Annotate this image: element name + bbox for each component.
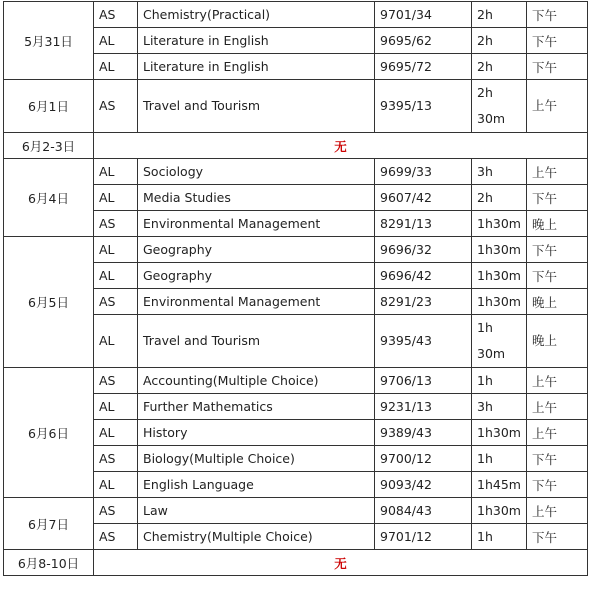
code-cell: 9701/12	[375, 524, 472, 550]
duration-cell	[472, 28, 527, 54]
exam-row	[4, 368, 588, 394]
subject-cell: Travel and Tourism	[138, 315, 375, 368]
session-cell: 下午	[527, 446, 588, 472]
duration-text: 2h	[477, 7, 493, 22]
code-cell: 9093/42	[375, 472, 472, 498]
date-row-empty	[4, 550, 588, 576]
duration-text: 2h	[477, 59, 493, 74]
subject-cell: Law	[138, 498, 375, 524]
duration-text: 1h30m	[477, 216, 521, 231]
duration-text: 3h	[477, 399, 493, 414]
subject-cell: Environmental Management	[138, 289, 375, 315]
code-cell: 9696/32	[375, 237, 472, 263]
duration-text: 1h30m	[477, 242, 521, 257]
exam-row	[4, 2, 588, 28]
duration-cell	[472, 54, 527, 80]
duration-cell	[472, 524, 527, 550]
level-cell: AS	[94, 289, 138, 315]
duration-text: 1h30m	[477, 425, 521, 440]
code-cell: 9395/13	[375, 80, 472, 133]
session-cell: 上午	[527, 368, 588, 394]
duration-text: 3h	[477, 164, 493, 179]
subject-cell: Literature in English	[138, 54, 375, 80]
level-cell: AS	[94, 498, 138, 524]
level-cell: AL	[94, 185, 138, 211]
session-cell: 晚上	[527, 211, 588, 237]
level-cell: AS	[94, 446, 138, 472]
session-cell: 上午	[527, 420, 588, 446]
schedule-body	[4, 2, 588, 576]
session-cell: 下午	[527, 237, 588, 263]
duration-cell	[472, 394, 527, 420]
duration-text: 1h30m	[477, 294, 521, 309]
subject-cell: Literature in English	[138, 28, 375, 54]
duration-cell	[472, 472, 527, 498]
duration-text: 2h	[477, 190, 493, 205]
duration-text: 1h	[477, 529, 493, 544]
duration-cell	[472, 289, 527, 315]
level-cell: AL	[94, 394, 138, 420]
date-cell: 6月5日	[4, 237, 94, 368]
duration-cell	[472, 2, 527, 28]
subject-cell: Geography	[138, 237, 375, 263]
code-cell: 9701/34	[375, 2, 472, 28]
exam-row	[4, 159, 588, 185]
duration-text: 1h45m	[477, 477, 521, 492]
level-cell: AL	[94, 237, 138, 263]
date-cell: 6月1日	[4, 80, 94, 133]
level-cell: AL	[94, 263, 138, 289]
duration-text: 1h	[477, 451, 493, 466]
subject-cell: Sociology	[138, 159, 375, 185]
no-exam-cell: 无	[94, 550, 588, 576]
code-cell: 8291/13	[375, 211, 472, 237]
level-cell: AS	[94, 524, 138, 550]
session-cell: 下午	[527, 263, 588, 289]
session-cell: 上午	[527, 498, 588, 524]
duration-cell	[472, 185, 527, 211]
code-cell: 9699/33	[375, 159, 472, 185]
level-cell: AS	[94, 368, 138, 394]
date-cell: 6月7日	[4, 498, 94, 550]
subject-cell: Geography	[138, 263, 375, 289]
duration-cell	[472, 498, 527, 524]
code-cell: 9607/42	[375, 185, 472, 211]
subject-cell: Travel and Tourism	[138, 80, 375, 133]
level-cell: AS	[94, 80, 138, 133]
code-cell: 9084/43	[375, 498, 472, 524]
duration-cell	[472, 446, 527, 472]
subject-cell: Chemistry(Multiple Choice)	[138, 524, 375, 550]
duration-text: 2h	[477, 33, 493, 48]
code-cell: 9695/72	[375, 54, 472, 80]
session-cell: 下午	[527, 2, 588, 28]
subject-cell: Accounting(Multiple Choice)	[138, 368, 375, 394]
session-cell: 晚上	[527, 289, 588, 315]
duration-cell	[472, 420, 527, 446]
code-cell: 9231/13	[375, 394, 472, 420]
session-cell: 下午	[527, 472, 588, 498]
date-cell: 6月4日	[4, 159, 94, 237]
duration-text: 1h	[477, 373, 493, 388]
code-cell: 9395/43	[375, 315, 472, 368]
exam-schedule-table	[3, 1, 588, 576]
duration-text: 30m	[477, 111, 506, 126]
duration-cell	[472, 80, 527, 133]
session-cell: 上午	[527, 159, 588, 185]
duration-cell	[472, 263, 527, 289]
code-cell: 9389/43	[375, 420, 472, 446]
exam-row	[4, 498, 588, 524]
session-cell: 下午	[527, 54, 588, 80]
session-cell: 上午	[527, 394, 588, 420]
exam-row	[4, 80, 588, 133]
code-cell: 9706/13	[375, 368, 472, 394]
session-cell: 晚上	[527, 315, 588, 368]
code-cell: 8291/23	[375, 289, 472, 315]
level-cell: AL	[94, 420, 138, 446]
level-cell: AL	[94, 472, 138, 498]
level-cell: AS	[94, 211, 138, 237]
code-cell: 9695/62	[375, 28, 472, 54]
subject-cell: Environmental Management	[138, 211, 375, 237]
level-cell: AS	[94, 2, 138, 28]
duration-text: 30m	[477, 346, 506, 361]
session-cell: 上午	[527, 80, 588, 133]
duration-text: 2h	[477, 85, 493, 100]
code-cell: 9696/42	[375, 263, 472, 289]
duration-cell	[472, 211, 527, 237]
duration-cell	[472, 237, 527, 263]
duration-cell	[472, 159, 527, 185]
date-cell: 6月2-3日	[4, 133, 94, 159]
date-cell: 6月6日	[4, 368, 94, 498]
duration-text: 1h30m	[477, 503, 521, 518]
session-cell: 下午	[527, 28, 588, 54]
no-exam-cell: 无	[94, 133, 588, 159]
level-cell: AL	[94, 159, 138, 185]
level-cell: AL	[94, 315, 138, 368]
subject-cell: Further Mathematics	[138, 394, 375, 420]
subject-cell: Media Studies	[138, 185, 375, 211]
duration-text: 1h30m	[477, 268, 521, 283]
session-cell: 下午	[527, 185, 588, 211]
session-cell: 下午	[527, 524, 588, 550]
code-cell: 9700/12	[375, 446, 472, 472]
duration-cell	[472, 368, 527, 394]
date-cell: 5月31日	[4, 2, 94, 80]
subject-cell: English Language	[138, 472, 375, 498]
subject-cell: Chemistry(Practical)	[138, 2, 375, 28]
exam-row	[4, 237, 588, 263]
level-cell: AL	[94, 28, 138, 54]
level-cell: AL	[94, 54, 138, 80]
date-cell: 6月8-10日	[4, 550, 94, 576]
duration-cell	[472, 315, 527, 368]
duration-text: 1h	[477, 320, 493, 335]
subject-cell: Biology(Multiple Choice)	[138, 446, 375, 472]
subject-cell: History	[138, 420, 375, 446]
date-row-empty	[4, 133, 588, 159]
